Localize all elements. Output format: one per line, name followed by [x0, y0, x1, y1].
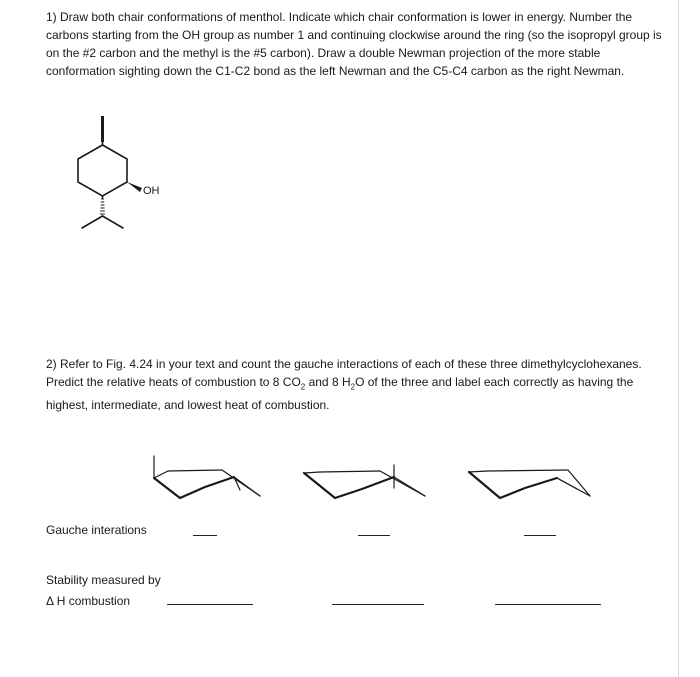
oh-label: OH [143, 185, 160, 197]
menthol-structure [70, 110, 190, 230]
chair-1 [150, 450, 270, 510]
question-2-text: 2) Refer to Fig. 4.24 in your text and count the gauche interactions of each of these three dimethylcyclohexanes. Predict the relative heats of combustion to 8 $CO_2$ and 8 $H_2O$ of the three and label each correctly as having the highest, intermediate, and lowest heat of combustion. [46, 357, 642, 413]
stability-blank-2[interactable] [332, 604, 424, 605]
question-1-text: 1) Draw both chair conformations of menthol. Indicate which chair conformation is lower in energy. Number the carbons starting from the OH group as number 1 and continuing clockwise around the ring (so the isopropyl group is on the #2 carbon and the methyl is the #5 carbon). Draw a double Newman projection of the more stable conformation sighting down the C1-C2 bond as the left Newman and the C5-C4 carbon as the right Newman. [46, 10, 662, 78]
stability-blank-1[interactable] [167, 604, 253, 605]
gauche-label: Gauche interations [46, 523, 147, 537]
isopropyl-hash [100, 199, 104, 214]
gauche-blank-1[interactable] [193, 535, 217, 536]
stability-label: Stability measured by [46, 573, 161, 587]
delta-h-label: Δ H combustion [46, 594, 131, 608]
chair-2 [300, 455, 430, 515]
oh-wedge [127, 182, 142, 192]
gauche-blank-2[interactable] [358, 535, 390, 536]
cyclohexane-ring [78, 145, 127, 196]
gauche-blank-3[interactable] [524, 535, 556, 536]
chair-3 [465, 455, 595, 515]
stability-blank-3[interactable] [495, 604, 601, 605]
methyl-wedge [101, 116, 104, 142]
